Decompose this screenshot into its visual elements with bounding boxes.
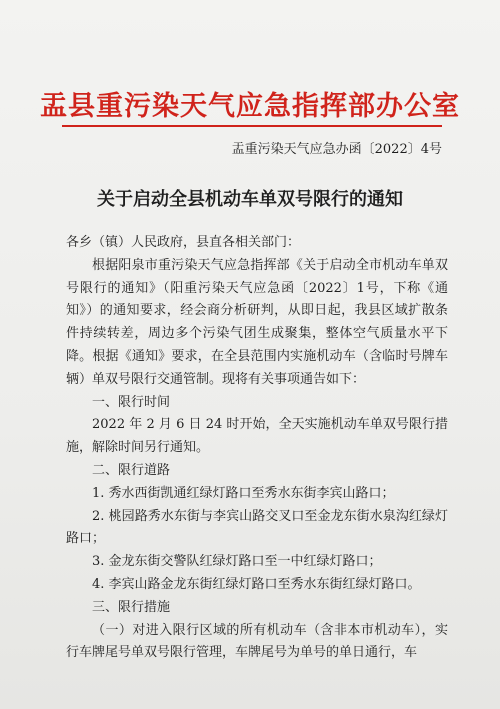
road-item-4: 4. 李宾山路金龙东街红绿灯路口至秀水东街红绿灯路口。 bbox=[92, 576, 421, 592]
red-header-rule bbox=[62, 125, 442, 127]
paragraph-measures: （一）对进入限行区域的所有机动车（含非本市机动车），实行车牌尾号单双号限行管理，车牌尾号为单号的单日通行，车 bbox=[66, 622, 448, 661]
road-item-1: 1. 秀水西街凯通红绿灯路口至秀水东街李宾山路口； bbox=[92, 485, 395, 501]
salutation: 各乡（镇）人民政府，县直各相关部门： bbox=[66, 235, 301, 250]
section-heading-measures: 三、限行措施 bbox=[92, 599, 171, 615]
document-number: 盂重污染天气应急办函〔2022〕4号 bbox=[231, 142, 442, 157]
issuing-office-header: 盂县重污染天气应急指挥部办公室 bbox=[40, 91, 460, 122]
section-heading-roads: 二、限行道路 bbox=[92, 462, 171, 478]
notice-title: 关于启动全县机动车单双号限行的通知 bbox=[97, 189, 403, 210]
section-heading-time: 一、限行时间 bbox=[92, 394, 171, 410]
road-item-3: 3. 金龙东街交警队红绿灯路口至一中红绿灯路口； bbox=[92, 554, 382, 570]
paragraph-intro: 根据阳泉市重污染天气应急指挥部《关于启动全市机动车单双号限行的通知》（阳重污染天气应急函〔2022〕1号，下称《通知》）的通知要求，经会商分析研判，从即日起，我县区域扩散条件持续转差，周边多个污染气团生成聚集，整体空气质量水平下降。根据《通知》要求，在全县范围内实施机动车（含临时号牌车辆）单双号限行交通管制。现将有关事项通告如下： bbox=[66, 257, 448, 387]
paragraph-time: 2022 年 2 月 6 日 24 时开始，全天实施机动车单双号限行措施，解除时间另行通知。 bbox=[66, 417, 448, 456]
notice-body bbox=[66, 232, 448, 665]
road-item-2: 2. 桃园路秀水东街与李宾山路交叉口至金龙东街水泉沟红绿灯路口； bbox=[66, 508, 448, 547]
